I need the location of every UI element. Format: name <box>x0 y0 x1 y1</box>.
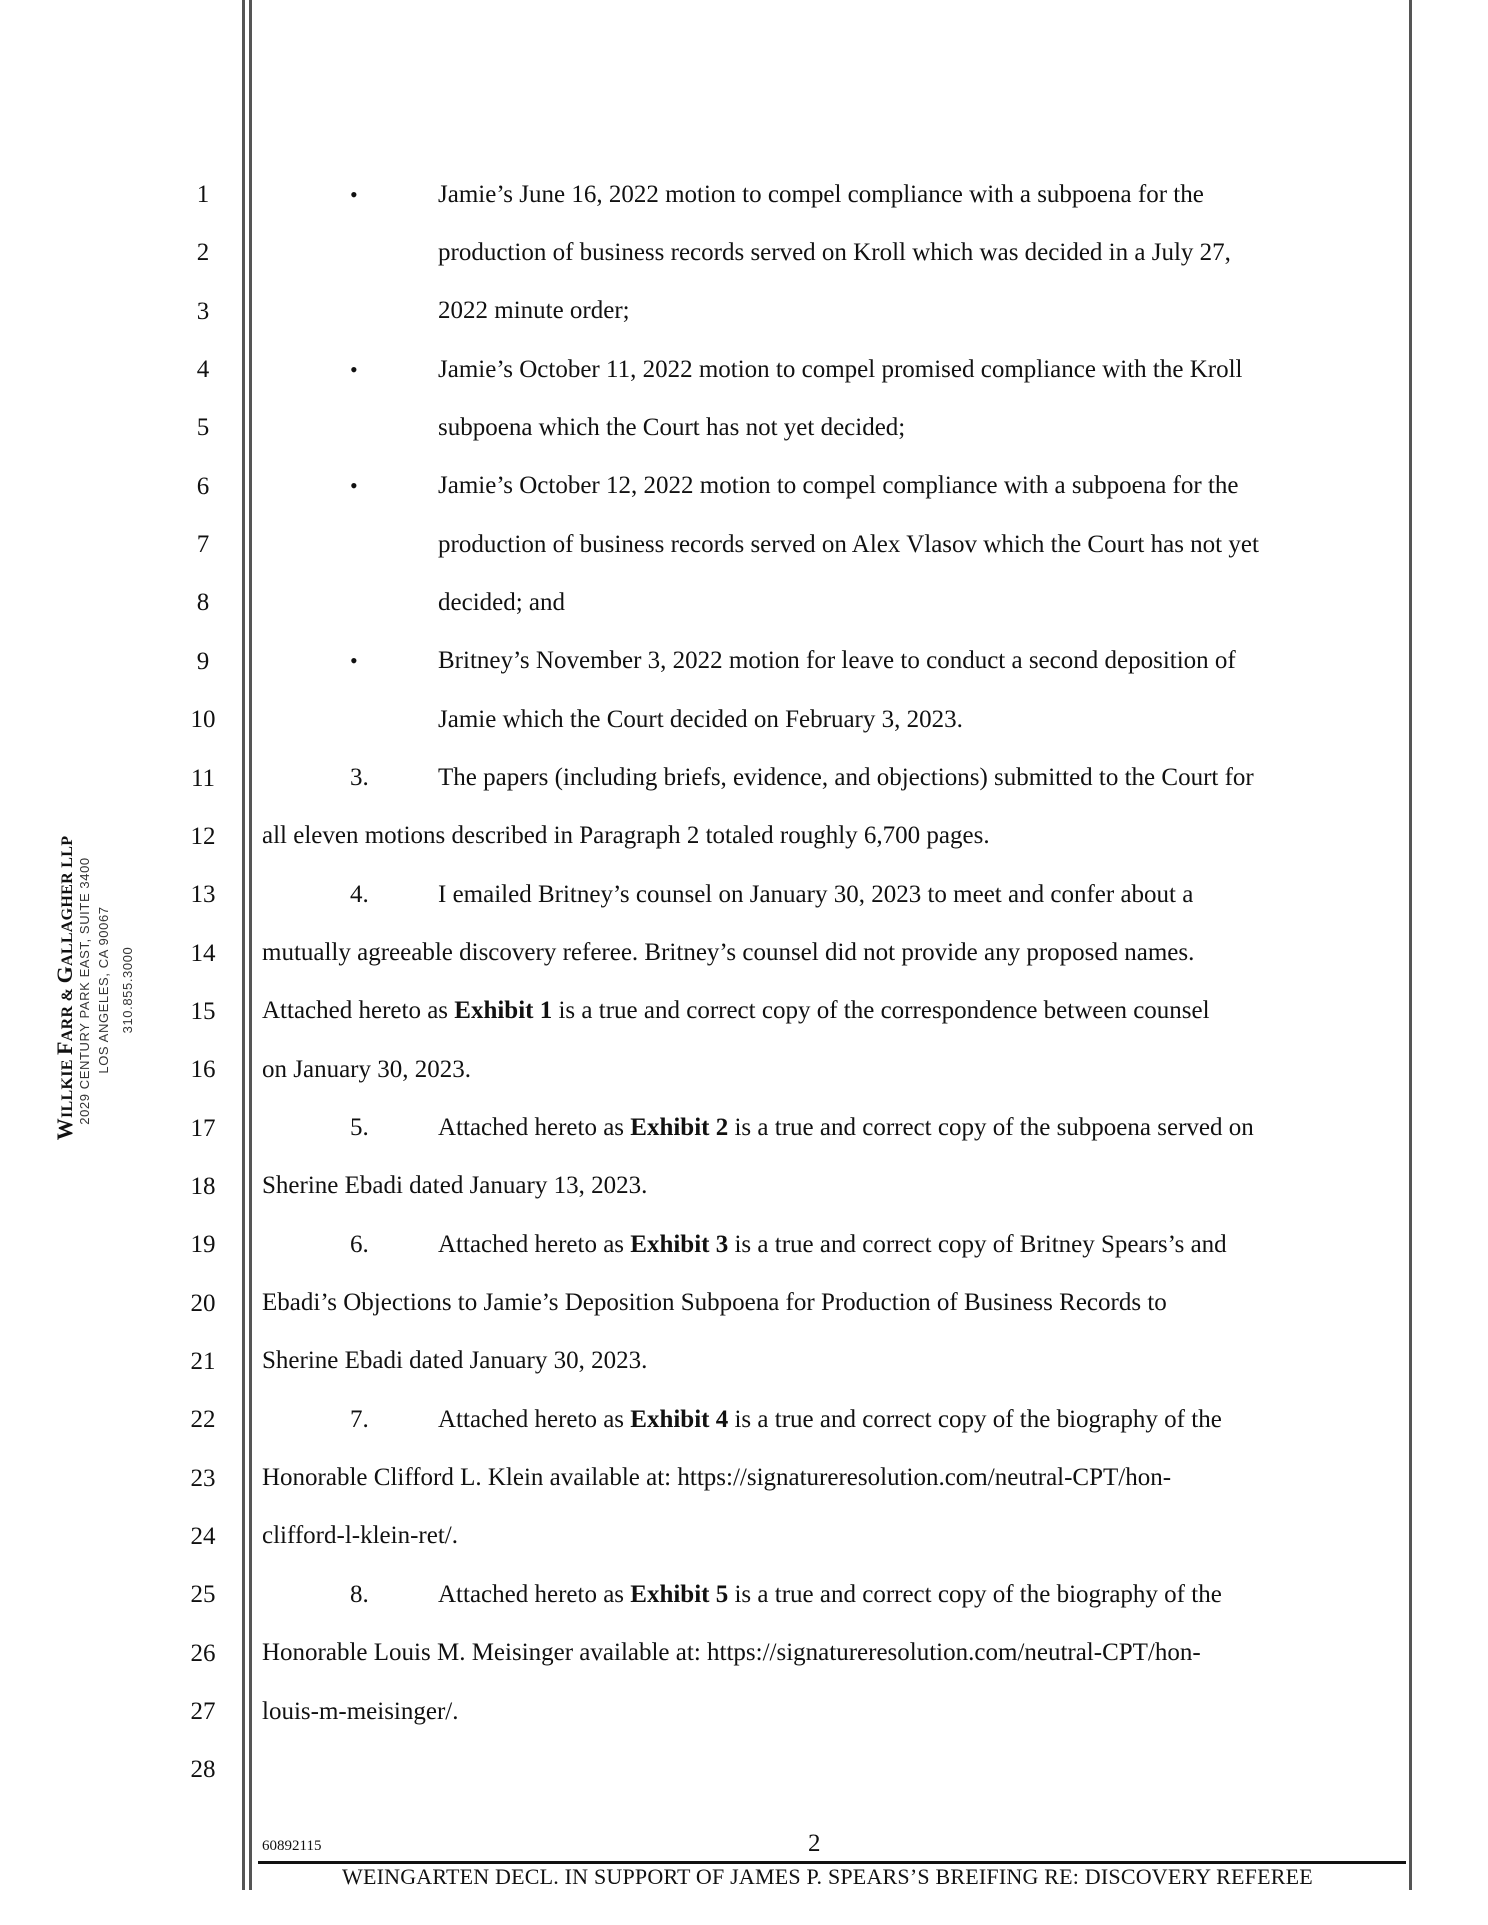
body-line: Honorable Clifford L. Klein available at: https://signatureresolution.com/neutral-CPT/hon- <box>262 1464 1172 1491</box>
body-line: I emailed Britney’s counsel on January 30, 2023 to meet and confer about a <box>438 881 1194 908</box>
line-number: 26 <box>190 1639 216 1667</box>
line-number: 12 <box>190 822 216 850</box>
line-number: 6 <box>196 472 210 500</box>
body-line: all eleven motions described in Paragraph 2 totaled roughly 6,700 pages. <box>262 822 990 849</box>
body-line: Attached hereto as Exhibit 4 is a true and correct copy of the biography of the <box>438 1406 1222 1433</box>
paragraph-number: 4. <box>350 881 369 908</box>
right-margin-rule <box>1409 0 1412 1890</box>
left-margin-rule-outer <box>242 0 245 1890</box>
body-line: subpoena which the Court has not yet decided; <box>438 414 906 441</box>
line-number: 7 <box>196 531 210 559</box>
paragraph-number: 8. <box>350 1581 369 1608</box>
bullet-icon: • <box>350 357 358 382</box>
line-number: 15 <box>190 997 216 1025</box>
firm-phone: 310.855.3000 <box>120 946 135 1034</box>
line-number: 20 <box>190 1289 216 1317</box>
body-line: Attached hereto as Exhibit 3 is a true and correct copy of Britney Spears’s and <box>438 1231 1227 1258</box>
line-number: 19 <box>190 1231 216 1259</box>
body-line: production of business records served on Kroll which was decided in a July 27, <box>438 239 1231 266</box>
footer-title: WEINGARTEN DECL. IN SUPPORT OF JAMES P. SPEARS’S BREIFING RE: DISCOVERY REFEREE <box>342 1864 1313 1889</box>
body-line: Sherine Ebadi dated January 30, 2023. <box>262 1347 648 1374</box>
body-line: The papers (including briefs, evidence, and objections) submitted to the Court for <box>438 764 1254 791</box>
body-line: on January 30, 2023. <box>262 1056 471 1083</box>
body-line: Britney’s November 3, 2022 motion for leave to conduct a second deposition of <box>438 647 1236 674</box>
line-number: 23 <box>190 1464 216 1492</box>
line-number: 11 <box>190 764 216 792</box>
paragraph-number: 5. <box>350 1114 369 1141</box>
paragraph-number: 6. <box>350 1231 369 1258</box>
line-number: 4 <box>196 356 210 384</box>
body-line: clifford-l-klein-ret/. <box>262 1522 458 1549</box>
body-line: Jamie’s October 12, 2022 motion to compel compliance with a subpoena for the <box>438 472 1239 499</box>
line-number: 22 <box>190 1406 216 1434</box>
body-line: Jamie’s October 11, 2022 motion to compel promised compliance with the Kroll <box>438 356 1243 383</box>
line-number: 16 <box>190 1056 216 1084</box>
bullet-icon: • <box>350 182 358 207</box>
body-line: 2022 minute order; <box>438 297 630 324</box>
body-line: Attached hereto as Exhibit 5 is a true and correct copy of the biography of the <box>438 1581 1222 1608</box>
firm-address: 2029 CENTURY PARK EAST, SUITE 3400 <box>77 857 92 1125</box>
line-number: 2 <box>196 239 210 267</box>
line-number: 8 <box>196 589 210 617</box>
line-number: 5 <box>196 414 210 442</box>
document-number: 60892115 <box>262 1838 322 1854</box>
body-line: Attached hereto as Exhibit 1 is a true and correct copy of the correspondence between counsel <box>262 997 1210 1024</box>
body-line: mutually agreeable discovery referee. Britney’s counsel did not provide any proposed names. <box>262 939 1195 966</box>
firm-city: LOS ANGELES, CA 90067 <box>96 906 111 1074</box>
exhibit-label: Exhibit 5 <box>630 1581 729 1608</box>
line-number: 3 <box>196 297 210 325</box>
body-line: Ebadi’s Objections to Jamie’s Deposition Subpoena for Production of Business Records to <box>262 1289 1167 1316</box>
line-number: 27 <box>190 1698 216 1726</box>
exhibit-label: Exhibit 3 <box>630 1231 729 1258</box>
line-number: 28 <box>190 1756 216 1784</box>
line-number: 21 <box>190 1348 216 1375</box>
bullet-icon: • <box>350 473 358 498</box>
line-number: 13 <box>190 881 216 909</box>
body-line: decided; and <box>438 589 566 616</box>
exhibit-label: Exhibit 4 <box>630 1406 729 1433</box>
exhibit-label: Exhibit 2 <box>630 1114 729 1141</box>
line-number: 10 <box>190 706 216 734</box>
body-line: Jamie’s June 16, 2022 motion to compel compliance with a subpoena for the <box>438 181 1204 208</box>
bullet-icon: • <box>350 648 358 673</box>
line-number: 24 <box>190 1523 216 1551</box>
line-number: 14 <box>190 939 216 967</box>
line-number: 1 <box>196 181 210 208</box>
left-margin-rule-inner <box>249 0 252 1890</box>
line-number: 25 <box>190 1581 216 1609</box>
line-number: 17 <box>190 1114 216 1142</box>
page-number: 2 <box>808 1830 821 1857</box>
paragraph-number: 3. <box>350 764 369 791</box>
body-line: Jamie which the Court decided on February 3, 2023. <box>438 706 963 733</box>
body-line: Honorable Louis M. Meisinger available at: https://signatureresolution.com/neutral-CPT/hon- <box>262 1639 1201 1666</box>
line-number: 18 <box>190 1172 216 1200</box>
body-line: Attached hereto as Exhibit 2 is a true and correct copy of the subpoena served on <box>438 1114 1254 1141</box>
body-line: louis-m-meisinger/. <box>262 1698 459 1725</box>
body-line: production of business records served on Alex Vlasov which the Court has not yet <box>438 531 1259 558</box>
exhibit-label: Exhibit 1 <box>454 997 553 1024</box>
paragraph-number: 7. <box>350 1406 369 1433</box>
body-line: Sherine Ebadi dated January 13, 2023. <box>262 1172 648 1199</box>
firm-name: WILLKIE FARR & GALLAGHER LLP <box>52 835 77 1141</box>
line-number: 9 <box>196 647 210 675</box>
